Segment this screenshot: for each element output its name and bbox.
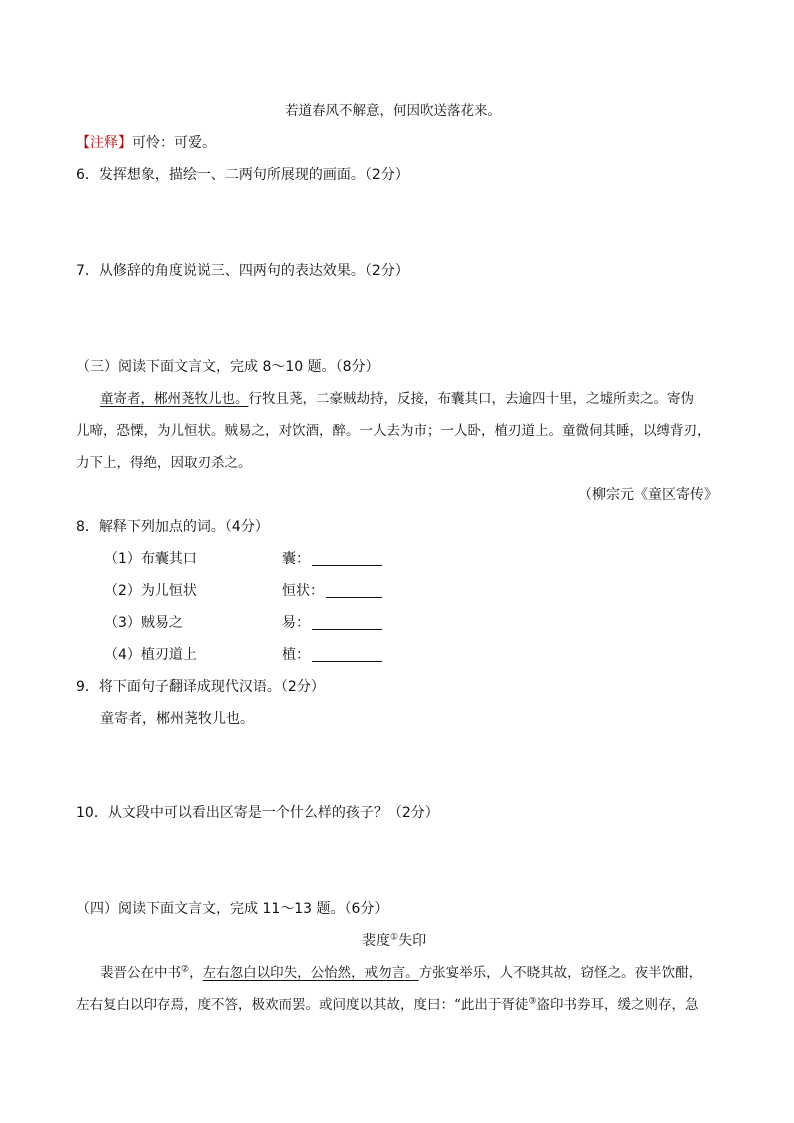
section-4-passage-line-1 [100, 963, 702, 983]
passage-text: 盗印书券耳，缓之则存，急 [536, 997, 699, 1013]
answer-blank[interactable] [312, 551, 382, 566]
question-7: 7．从修辞的角度说说三、四两句的表达效果。（2分） [76, 263, 409, 279]
q8-item-1-phrase: （1）布囊其口 [104, 551, 197, 567]
q8-item-2-answer [282, 581, 382, 601]
passage-source: （柳宗元《童区寄传》 [578, 487, 718, 503]
passage-underlined-sentence: 童寄者，郴州荛牧儿也。 [100, 391, 249, 407]
poem-last-line: 若道春风不解意，何因吹送落花来。 [285, 103, 501, 119]
annotation-text: 可怜：可爱。 [132, 135, 216, 151]
footnote-marker: ① [390, 932, 399, 943]
passage-text: 左右复白以印存焉，度不答，极欢而罢。或问度以其故，度曰：“此出于胥徒 [76, 997, 529, 1013]
q8-item-3-phrase: （3）贼易之 [104, 615, 183, 631]
section-3-passage-line-2: 儿啼，恐慄，为儿恒状。贼易之，对饮酒，醉。一人去为市；一人卧，植刃道上。童微伺其睡，以缚背刃， [76, 423, 711, 439]
passage-text: 裴晋公在中书 [100, 965, 181, 981]
q8-item-2-phrase: （2）为儿恒状 [104, 583, 197, 599]
question-6: 6．发挥想象，描绘一、二两句所展现的画面。（2分） [76, 167, 409, 183]
q8-item-4-phrase: （4）植刃道上 [104, 647, 197, 663]
q8-item-2-word: 恒状： [282, 583, 324, 599]
question-8: 8．解释下列加点的词。（4分） [76, 519, 269, 535]
answer-blank[interactable] [312, 615, 382, 630]
passage-line-1-rest: 行牧且荛，二豪贼劫持，反接，布囊其口，去逾四十里，之墟所卖之。寄伪 [248, 391, 694, 407]
answer-blank[interactable] [326, 583, 382, 598]
annotation [76, 133, 216, 153]
question-10: 10．从文段中可以看出区寄是一个什么样的孩子？（2分） [76, 805, 439, 821]
q8-item-3-word: 易： [282, 615, 310, 631]
passage-text: 方张宴举乐，人不晓其故，窃怪之。夜半饮酣， [418, 965, 703, 981]
title-event: 失印 [398, 933, 427, 949]
q8-item-4-answer [282, 645, 382, 665]
q9-sentence: 童寄者，郴州荛牧儿也。 [100, 711, 254, 727]
answer-blank[interactable] [312, 647, 382, 662]
footnote-marker: ② [181, 964, 190, 975]
section-4-heading: （四）阅读下面文言文，完成 11～13 题。（6分） [76, 901, 389, 917]
q8-item-1-answer [282, 549, 382, 569]
footnote-marker: ③ [528, 996, 537, 1007]
passage-underlined-sentence: 左右忽白以印失，公怡然，戒勿言。 [202, 965, 419, 981]
passage-text: ， [189, 965, 203, 981]
section-4-title [362, 931, 426, 951]
question-9: 9．将下面句子翻译成现代汉语。（2分） [76, 679, 325, 695]
section-3-heading: （三）阅读下面文言文，完成 8～10 题。（8分） [76, 359, 380, 375]
q8-item-4-word: 植： [282, 647, 310, 663]
section-4-passage-line-2 [76, 995, 698, 1015]
annotation-label: 【注释】 [76, 135, 132, 151]
section-3-passage-line-3: 力下上，得绝，因取刃杀之。 [76, 455, 252, 471]
section-3-passage-line-1 [100, 389, 694, 409]
q8-item-1-word: 囊： [282, 551, 310, 567]
title-name: 裴度 [362, 933, 390, 949]
q8-item-3-answer [282, 613, 382, 633]
